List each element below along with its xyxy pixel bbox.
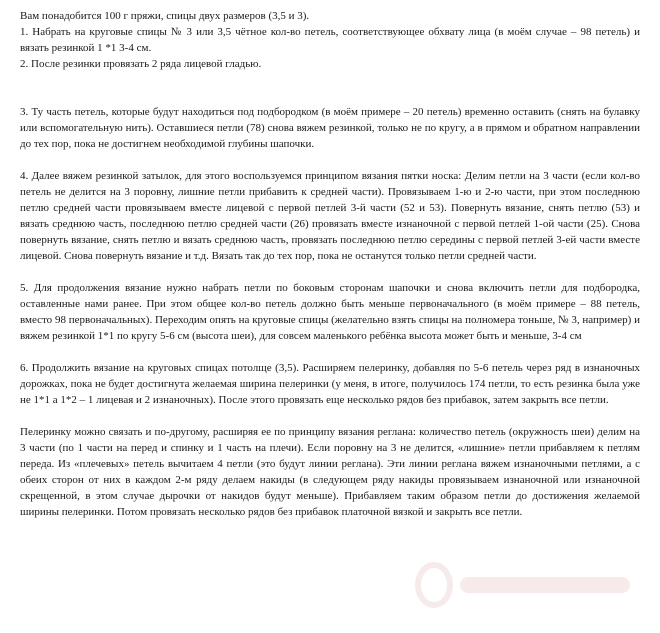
paragraph-spacer bbox=[20, 72, 640, 104]
paragraph-spacer bbox=[20, 264, 640, 280]
paragraph-spacer bbox=[20, 408, 640, 424]
document-body bbox=[20, 8, 640, 520]
paragraph-step-3: 3. Ту часть петель, которые будут находиться под подбородком (в моём примере – 20 петель) временно оставить (снять на булавку или вспомогательную нить). Оставшиеся петли (78) снова вяжем резинкой, только не по кругу, а в прямом и обратном направлении до тех пор, пока не достигнем необходимой глубины шапочки. bbox=[20, 106, 640, 150]
paragraph-step-5: 5. Для продолжения вязание нужно набрать петли по боковым сторонам шапочки и снова включить петли для подбородка, оставленные нами ранее. При этом общее кол-во петель должно быть меньше первоначального (в моём примере – 88 петель, вместо 98 первоначальных). Переходим опять на круговые спицы (желательно взять спицы на полномера тоньше, № 3, например) и вяжем резинкой 1*1 по кругу 5-6 см (высота шеи), для совсем маленького ребёнка высота может быть и меньше, 3-4 см bbox=[20, 282, 640, 342]
paragraph-step-1: 1. Набрать на круговые спицы № 3 или 3,5 чётное кол-во петель, соответствующее обхвату лица (в моём случае – 98 петель) и вязать резинкой 1 *1 3-4 см. bbox=[20, 26, 640, 54]
paragraph-step-6: 6. Продолжить вязание на круговых спицах потолще (3,5). Расширяем пелеринку, добавляя по 5-6 петель через ряд в изнаночных дорожках, пока не будет достигнута желаемая ширина пелеринки (у меня, в итоге, получилось 174 петли, то есть резинка была уже не 1*1 а 1*2 – 1 лицевая и 2 изнаночных). После этого провязать еще несколько рядов без прибавок, затем закрыть все петли. bbox=[20, 362, 640, 406]
paragraph-spacer bbox=[20, 152, 640, 168]
watermark-logo bbox=[412, 555, 642, 615]
paragraph-materials: Вам понадобится 100 г пряжи, спицы двух размеров (3,5 и 3). bbox=[20, 10, 310, 22]
paragraph-spacer bbox=[20, 344, 640, 360]
paragraph-step-2: 2. После резинки провязать 2 ряда лицевой гладью. bbox=[20, 58, 262, 70]
paragraph-step-4: 4. Далее вяжем резинкой затылок, для этого воспользуемся принципом вязания пятки носка: Делим петли на 3 части (если кол-во петель не делится на 3 поровну, лишние петли прибавить к средней части). Провязываем 1-ю и 2-ю части, при этом последнюю петлю средней части провязываем вместе лицевой с первой петлей 3-й части (52 и 53). Повернуть вязание, снять петлю (53) и вязать среднюю часть, последнюю петлю средней части (26) провязать вместе изнаночной с первой петлей 1-ой части (25). Снова повернуть вязание, снять петлю и вязать среднюю часть, провязать последнюю петлю середины с первой петлей 3-ей части вместе лицевой. Снова повернуть вязание и т.д. Вязать так до тех пор, пока не останутся только петли средней части. bbox=[20, 170, 640, 262]
paragraph-alternative: Пелеринку можно связать и по-другому, расширяя ее по принципу вязания реглана: количество петель (окружность шеи) делим на 3 части (по 1 части на перед и спинку и 1 часть на плечи). Если поровну на 3 не делится, «лишние» петли прибавляем к петлям переда. Из «плечевых» петель вычитаем 4 петли (это будут линии реглана). Эти линии реглана вяжем изнаночными петлями, а с обеих сторон от них в каждом 2-м ряду делаем накиды (в следующем ряду накиды провязываем изнаночной или изнаночной скрещенной, в этом случае дырочки от накидов будут меньше). Прибавляем таким образом петли до достижения желаемой ширины пелеринки. Потом провязать несколько рядов без прибавок платочной вязкой и закрыть все петли. bbox=[20, 426, 640, 518]
